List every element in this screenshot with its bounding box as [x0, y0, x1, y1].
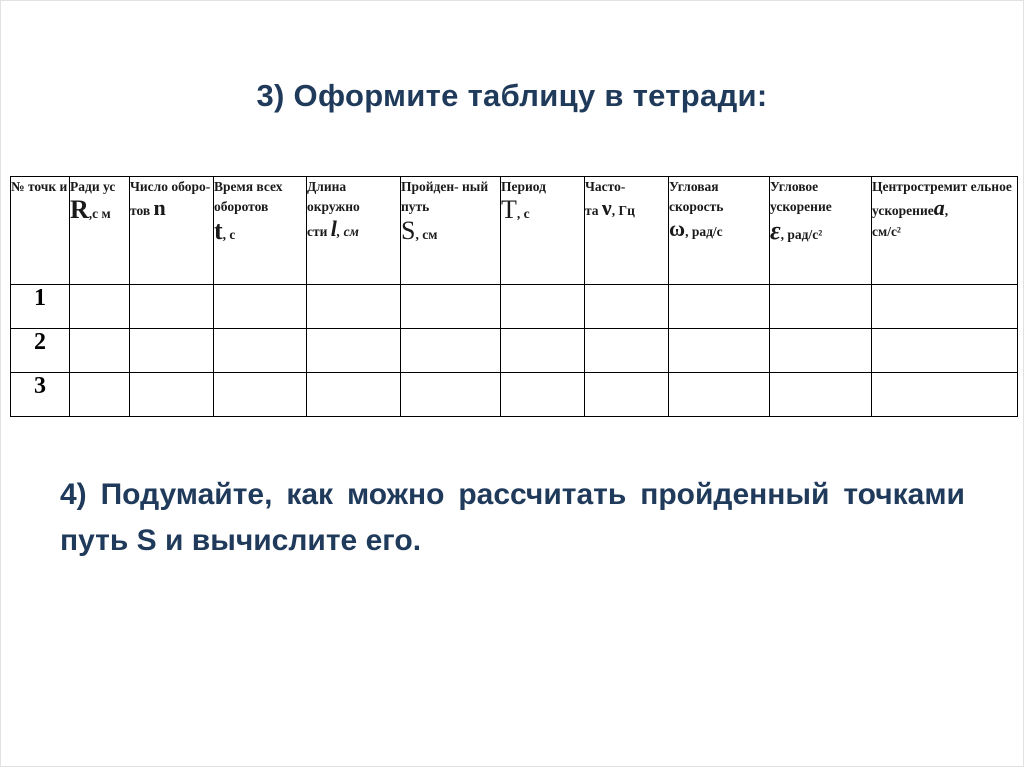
table-cell: [585, 329, 669, 373]
table-cell: [401, 285, 501, 329]
table-cell: [669, 285, 770, 329]
header-revolutions: Число оборо- тов n: [130, 177, 214, 285]
data-table: [10, 176, 1018, 417]
table-cell: [130, 373, 214, 417]
table-row: [11, 373, 1018, 417]
table-cell: [70, 285, 130, 329]
table-cell: [130, 329, 214, 373]
header-angular-velocity: Угловая скорость ω, рад/с: [669, 177, 770, 285]
task-text: 4) Подумайте, как можно рассчитать пройденный точками путь S и вычислите его.: [60, 478, 965, 557]
table-cell: [770, 285, 872, 329]
header-total-time: Время всех оборотов t, с: [214, 177, 307, 285]
table-cell: [401, 373, 501, 417]
table-row: [11, 285, 1018, 329]
row-number: 2: [11, 329, 70, 373]
table-cell: [214, 373, 307, 417]
table-cell: [585, 285, 669, 329]
row-number: 3: [11, 373, 70, 417]
table-cell: [872, 373, 1018, 417]
header-path-length: Пройден- ный путь S, см: [401, 177, 501, 285]
header-centripetal-acceleration: Центростремит ельное ускорениеa, см/с²: [872, 177, 1018, 285]
table-cell: [214, 329, 307, 373]
table-cell: [669, 329, 770, 373]
table-cell: [501, 329, 585, 373]
header-point-number: № точк и: [11, 177, 70, 285]
table-cell: [872, 329, 1018, 373]
slide-title: 3) Оформите таблицу в тетради:: [256, 78, 768, 113]
header-row: [11, 177, 1018, 285]
header-radius: Ради ус R,с м: [70, 177, 130, 285]
table-cell: [70, 329, 130, 373]
row-number: 1: [11, 285, 70, 329]
table-cell: [307, 285, 401, 329]
table-cell: [70, 373, 130, 417]
header-frequency: Часто- та ν, Гц: [585, 177, 669, 285]
header-angular-acceleration: Угловое ускорение ε, рад/с²: [770, 177, 872, 285]
table-cell: [770, 373, 872, 417]
table-cell: [501, 285, 585, 329]
table-cell: [872, 285, 1018, 329]
table-cell: [501, 373, 585, 417]
table-cell: [669, 373, 770, 417]
table-cell: [214, 285, 307, 329]
table-cell: [585, 373, 669, 417]
table-cell: [401, 329, 501, 373]
header-circumference: Длина окружно сти l, см: [307, 177, 401, 285]
table-cell: [307, 373, 401, 417]
table-cell: [307, 329, 401, 373]
table-cell: [770, 329, 872, 373]
table-cell: [130, 285, 214, 329]
table-row: [11, 329, 1018, 373]
header-period: Период T, с: [501, 177, 585, 285]
